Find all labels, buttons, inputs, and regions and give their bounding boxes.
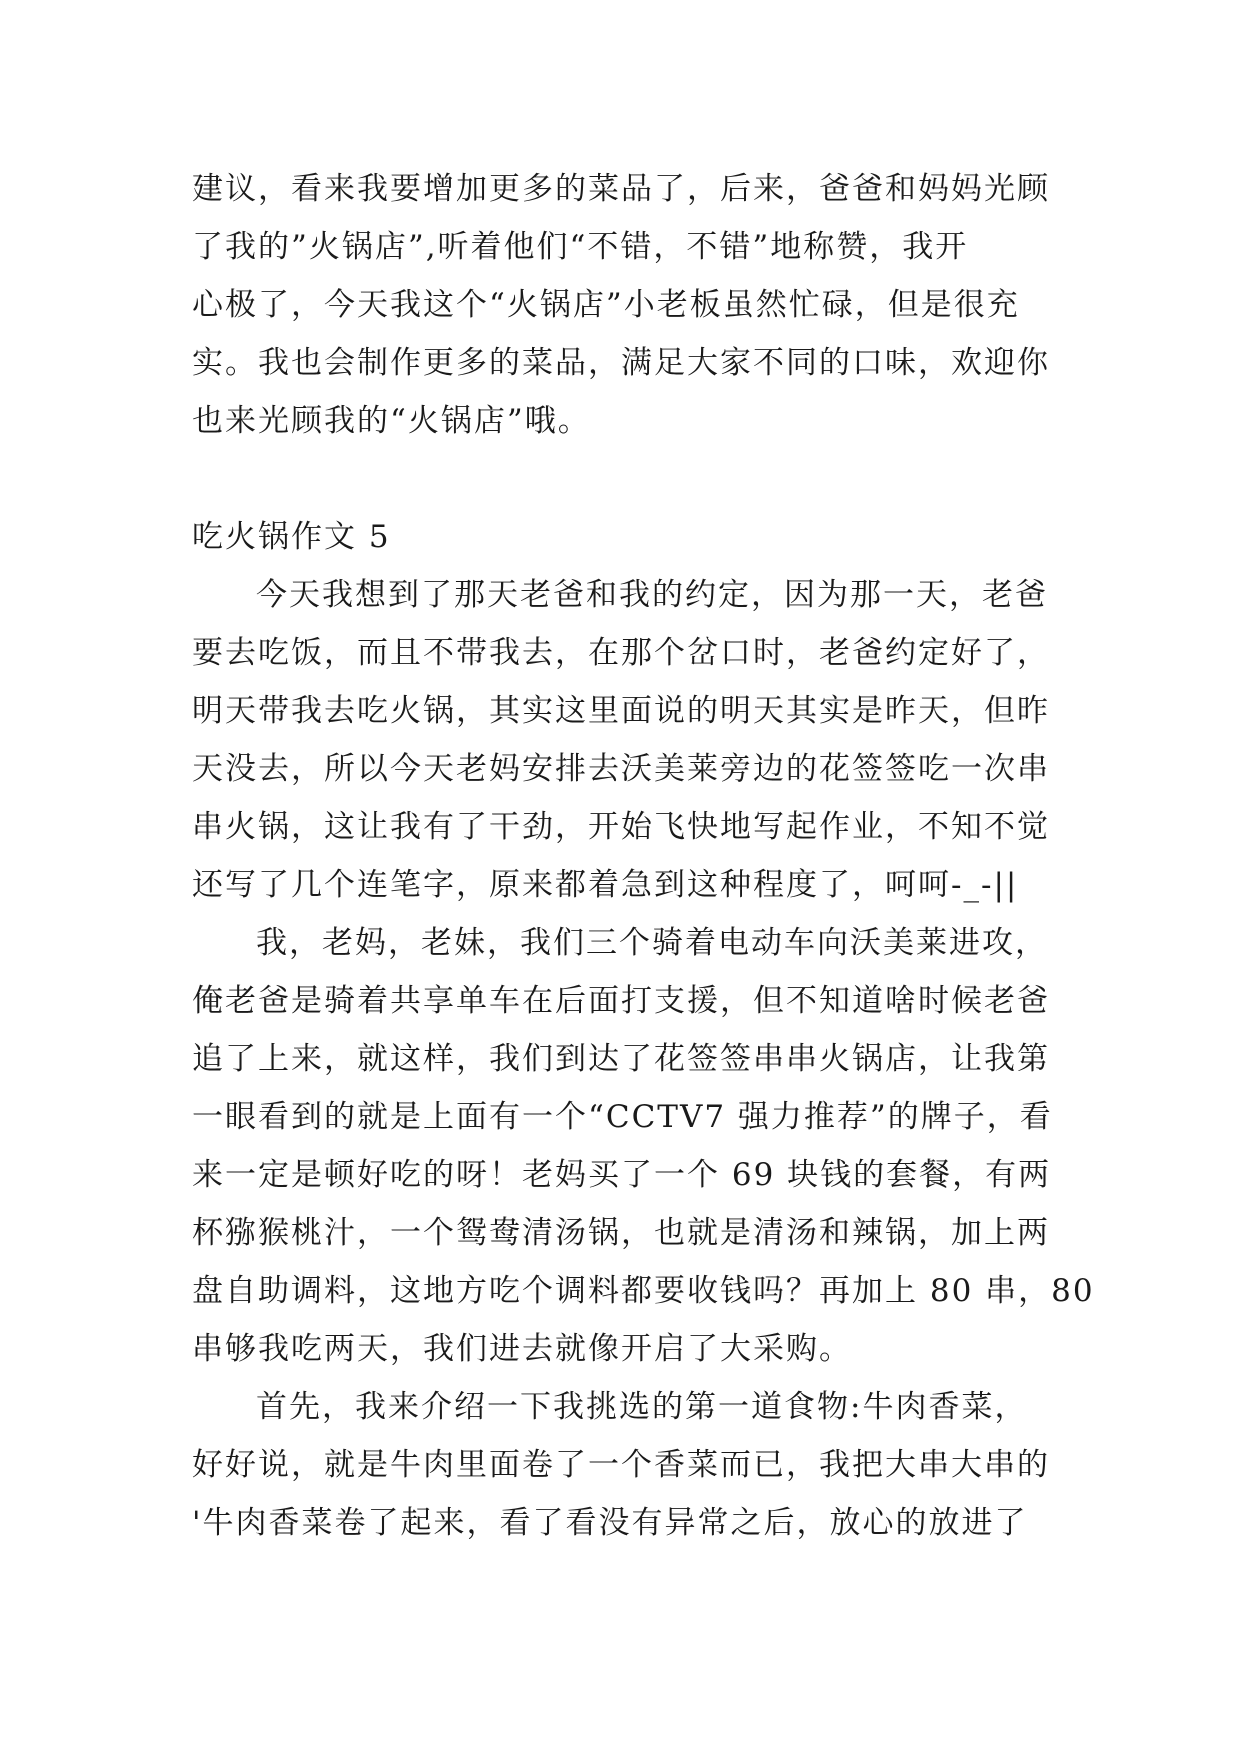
paragraph-2 (192, 914, 1095, 1378)
text-line: 首先，我来介绍一下我挑选的第一道食物:牛肉香菜， (256, 1389, 1028, 1425)
text-line: 串够我吃两天，我们进去就像开启了大采购。 (192, 1331, 852, 1367)
text-line: '牛肉香菜卷了起来，看了看没有异常之后，放心的放进了 (192, 1505, 1028, 1541)
text-line: 实。我也会制作更多的菜品，满足大家不同的口味，欢迎你 (192, 345, 1050, 381)
text-line: 也来光顾我的“火锅店”哦。 (192, 403, 591, 439)
text-line: 俺老爸是骑着共享单车在后面打支援，但不知道啥时候老爸 (192, 983, 1050, 1019)
text-line: 好好说，就是牛肉里面卷了一个香菜而已，我把大串大串的 (192, 1447, 1050, 1483)
text-line: 来一定是顿好吃的呀！老妈买了一个 69 块钱的套餐，有两 (192, 1157, 1052, 1193)
text-line: 杯猕猴桃汁，一个鸳鸯清汤锅，也就是清汤和辣锅，加上两 (192, 1215, 1050, 1251)
text-line: 了我的”火锅店”,听着他们“不错，不错”地称赞，我开 (192, 229, 969, 265)
paragraph-1 (192, 566, 1072, 914)
text-line: 今天我想到了那天老爸和我的约定，因为那一天，老爸 (256, 577, 1048, 613)
text-line: 心极了，今天我这个“火锅店”小老板虽然忙碌，但是很充 (192, 287, 1020, 323)
text-line: 一眼看到的就是上面有一个“CCTV7 强力推荐”的牌子，看 (192, 1099, 1053, 1135)
text-line: 追了上来，就这样，我们到达了花签签串串火锅店，让我第 (192, 1041, 1050, 1077)
text-line: 天没去，所以今天老妈安排去沃美莱旁边的花签签吃一次串 (192, 751, 1050, 787)
document-body (192, 160, 1095, 1552)
text-line: 串火锅，这让我有了干劲，开始飞快地写起作业，不知不觉 (192, 809, 1050, 845)
text-line: 建议，看来我要增加更多的菜品了，后来，爸爸和妈妈光顾 (192, 171, 1050, 207)
paragraph-3 (192, 1378, 1072, 1552)
text-line: 要去吃饭，而且不带我去，在那个岔口时，老爸约定好了， (192, 635, 1050, 671)
section-spacer (192, 450, 1072, 508)
text-line: 还写了几个连笔字，原来都着急到这种程度了，呵呵-_-|| (192, 867, 1019, 903)
text-line: 盘自助调料，这地方吃个调料都要收钱吗？再加上 80 串，80 (192, 1273, 1095, 1309)
continuation-paragraph (192, 160, 1072, 450)
text-line: 我，老妈，老妹，我们三个骑着电动车向沃美莱进攻， (256, 925, 1048, 961)
text-line: 明天带我去吃火锅，其实这里面说的明天其实是昨天，但昨 (192, 693, 1050, 729)
section-title: 吃火锅作文 5 (192, 519, 391, 555)
